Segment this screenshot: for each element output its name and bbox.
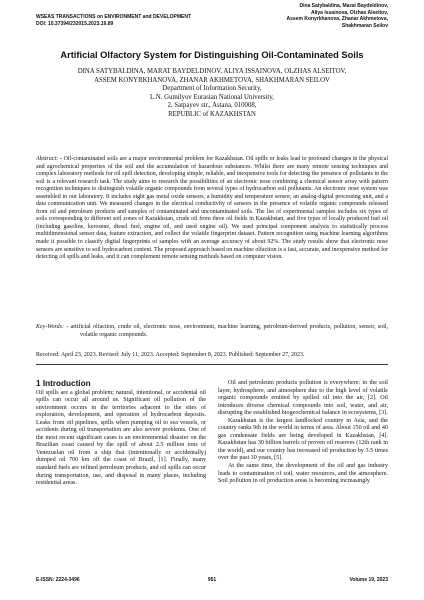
running-author-line: Aliya Issainova, Olzhas Alseitov,	[311, 9, 388, 16]
issn: E-ISSN: 2224-3496	[36, 577, 80, 583]
running-author-line: Assem Konyrkhanova, Zhanar Akhmetova,	[286, 16, 388, 23]
journal-name: WSEAS TRANSACTIONS on ENVIRONMENT and DEVELOPMENT	[36, 14, 192, 20]
paper-title: Artificial Olfactory System for Distinguishing Oil-Contaminated Soils	[60, 50, 364, 60]
right-column	[218, 380, 388, 486]
author-block	[20, 68, 404, 120]
divider	[36, 364, 388, 365]
publication-dates: Received: April 23, 2023. Revised: July 11, 2023. Accepted: September 8, 2023. Published: September 27, 2023.	[36, 352, 305, 358]
keywords-text: - artificial olfaction, crude oil, electronic nose, environment, machine learning, petroleum-derived products, pollution, sensor, soil, volatile organic compounds.	[63, 324, 388, 338]
paragraph: Kazakhstan is the largest landlocked country in Asia, and the country ranks 9th in the world in terms of area. About 150 oil and 40 gas condensate fields are being developed in Kazakhstan, [4]. Kazakhstan has 30 billion barrels of proven oil reserves (12th rank in the world), and our country has increased oil production by 3.5 times over the past 30 years, [5].	[218, 417, 388, 462]
running-authors	[286, 3, 388, 29]
left-column	[36, 380, 206, 488]
journal-header	[36, 14, 191, 27]
doi: DOI: 10.37394/232015.2023.19.89	[36, 20, 114, 27]
paragraph: At the same time, the development of the oil and gas industry leads to contamination of soil, water resources, and the atmosphere. Soil pollution in oil production areas is becoming increasingly	[218, 463, 388, 485]
page-number: 951	[207, 577, 217, 583]
paragraph: Oil spills are a global problem; natural, intentional, or accidental oil spills can occur all around us. Significant oil pollution of the environment occurs in the territories adjacent to the sites of exploration, development, and operation of hydrocarbon deposits. Leaks from oil pipelines, spills when pumping oil to sea vessels, or accidents during oil transportation are also severe problems. One of the most recent significant cases is an environmental disaster on the Brazilian coast caused by the spill of about 2.5 million tons of Venezuelan oil from a ship that (intentionally or accidentally) dumped oil 700 km off the coast of Brazil, [1]. Finally, many standard fuels are refined petroleum products, and oil spills can occur during transportation, use, and disposal in many places, including residential areas.	[36, 389, 206, 487]
abstract-label: Abstract:	[36, 156, 59, 162]
affiliation-line: REPUBLIC of KAZAKHSTAN	[168, 110, 256, 118]
running-author-line: Shakhmaran Seilov	[341, 22, 388, 29]
keywords-label: Key-Words:	[36, 324, 64, 330]
author-line: DINA SATYBALDINA, MARAT BAYDELDINOV, ALIYA ISSAINOVA, OLZHAS ALSEITOV,	[77, 68, 347, 75]
running-author-line: Dina Satybaldina, Marat Baydeldinov,	[299, 3, 388, 9]
affiliation-line: 2, Satpayev str., Astana, 010008,	[167, 102, 257, 110]
section-heading: 1 Introduction	[36, 379, 91, 388]
volume: Volume 19, 2023	[349, 577, 388, 583]
author-line: ASSEM KONYRKHANOVA, ZHANAR AKHMETOVA, SHAKHMARAN SEILOV	[94, 76, 330, 84]
abstract	[36, 156, 388, 262]
affiliation-line: L.N. Gumilyov Eurasian National University,	[150, 93, 274, 101]
paragraph: Oil and petroleum products pollution is everywhere: in the soil layer, hydrosphere, and atmosphere due to the high level of volatile organic compounds emitted by spilled oil into the air, [2]. Oil introduces diverse chemical compounds into soil, water, and air, disrupting the established biogeochemical balance in ecosystems, [3].	[218, 380, 388, 417]
affiliation-line: Department of Information Security,	[162, 85, 262, 93]
keywords	[36, 324, 388, 339]
abstract-text: - Oil-contaminated soils are a major environmental problem for Kazakhstan. Oil spills or leaks lead to profound changes in the physical and agrochemical properties of the soil and the accumulation of hazardous substances. Whilst there are many remote sensing techniques and complex laboratory methods for oil spill detection, developing simple, reliable, and inexpensive tools for detecting the presence of pollutants in the soil is a relevant research task. The study aims to research the possibilities of an electronic nose combining a chemical sensor array with pattern recognition techniques to distinguish volatile organic compounds from several types of hydrocarbon soil pollutants. An electronic nose system was assembled in our laboratory. It includes eight gas metal oxide sensors, a humidity and temperature sensor, an analog-digital processing unit, and a data communication unit. We measured changes in the electrical conductivity of sensors in the presence of volatile organic compounds released from oil and petroleum products and samples of contaminated and uncontaminated soils. The list of experimental samples includes six types of soils corresponding to different soil zones of Kazakhstan, crude oil from three oil fields in Kazakhstan, and five types of locally produced fuel oil (including gasoline, kerosene, diesel fuel, engine oil, and used engine oil). We used principal component analysis to statistically process multidimensional sensor data, feature extraction, and collect the volatile fingerprint dataset. Pattern recognition using machine learning algorithms made it possible to classify digital fingerprints of samples with an average accuracy of about 92%. The study results show that electronic nose sensors are sensitive to soil hydrocarbon content. The proposed approach based on machine olfaction is a fast, accurate, and inexpensive method for detecting oil spills and leaks, and it can complement remote sensing methods based on computer vision.	[36, 156, 388, 261]
